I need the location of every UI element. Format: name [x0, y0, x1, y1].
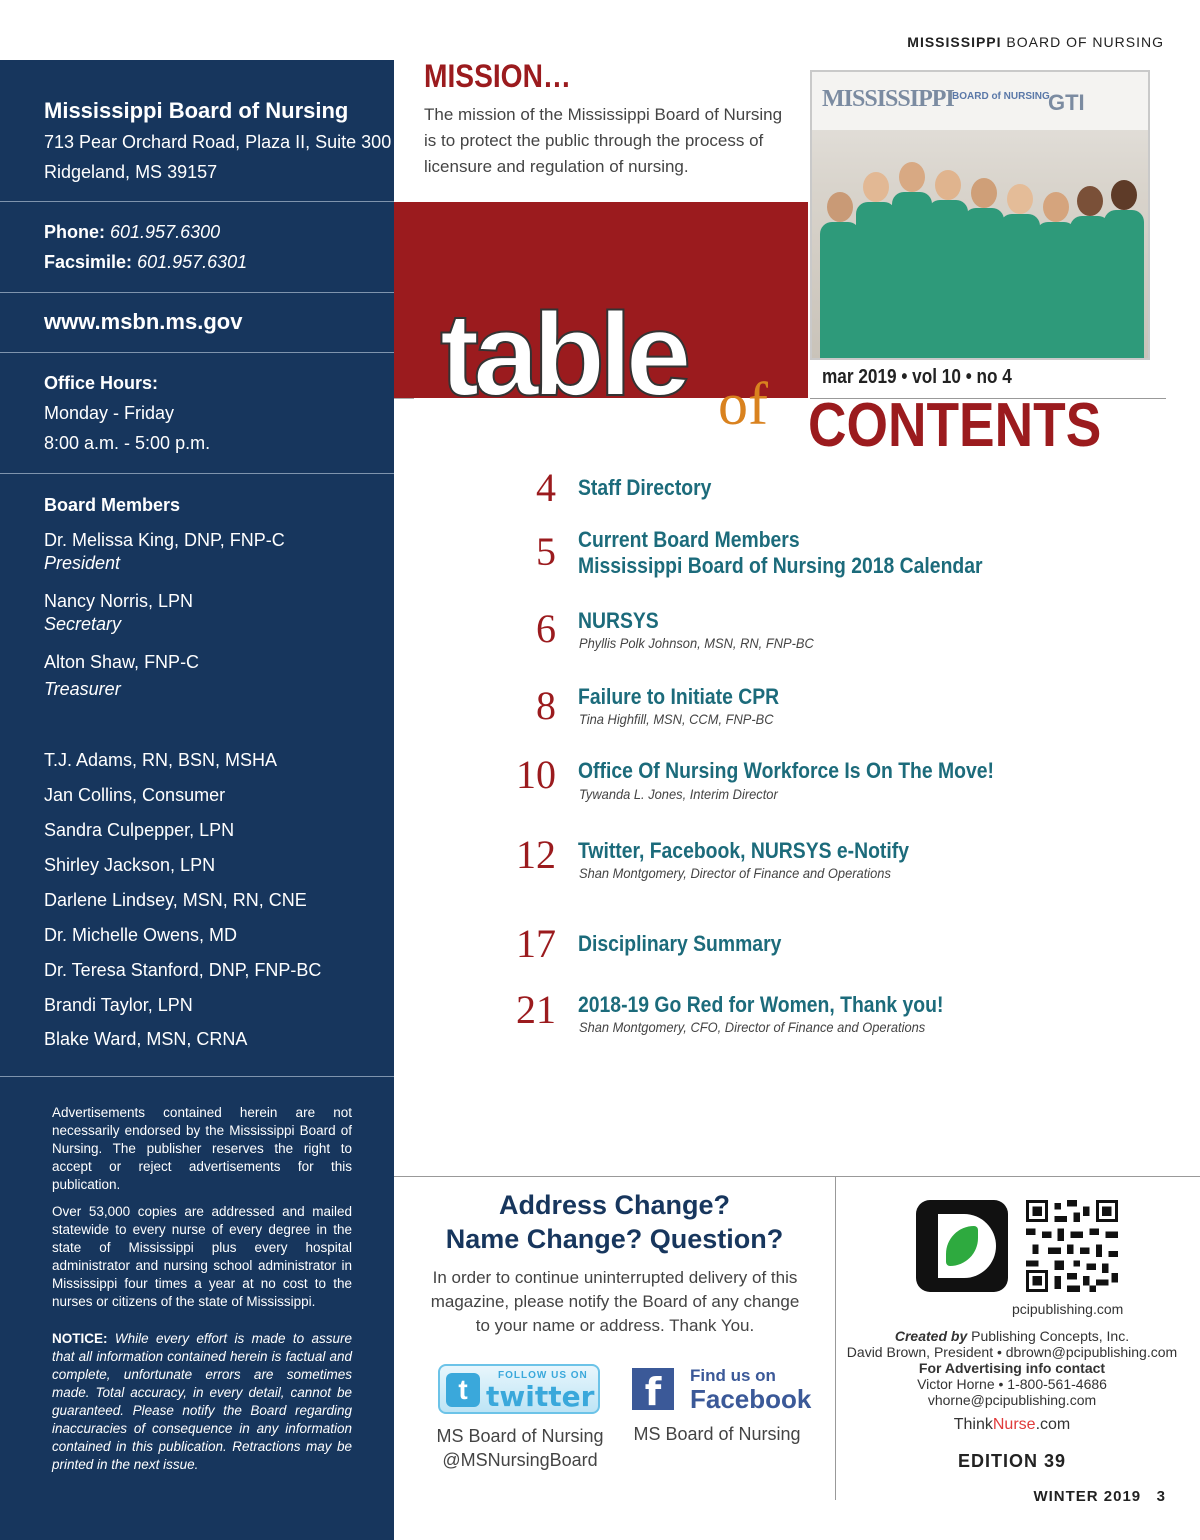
sidebar-divider: [0, 352, 394, 353]
facebook-account-name: MS Board of Nursing: [633, 1424, 801, 1444]
of-title: of: [718, 371, 768, 437]
facebook-find-label: Find us on: [690, 1366, 776, 1385]
pci-website[interactable]: pcipublishing.com: [1012, 1301, 1124, 1317]
address-line-1: 713 Pear Orchard Road, Plaza II, Suite 300: [44, 132, 392, 152]
running-header: [907, 34, 1164, 50]
toc-page-number: 4: [536, 465, 556, 510]
toc-entry-title[interactable]: Failure to Initiate CPR: [578, 684, 780, 709]
edition-label: EDITION 39: [957, 1451, 1067, 1471]
president-line: David Brown, President • dbrown@pcipublishing.com: [846, 1344, 1178, 1360]
bottom-divider: [394, 1176, 1200, 1177]
publisher-name: Publishing Concepts, Inc.: [967, 1328, 1130, 1344]
fax-line: [44, 252, 247, 273]
circulation-statement: Over 53,000 copies are addressed and mailed statewide to every nurse of every degree in the state of Mississippi plus every hospital administrator and nursing school administrator in Mississippi four times a year at no cost to the nurses or citizens of the state of Mississippi.: [52, 1204, 352, 1309]
fax-number: 601.957.6301: [137, 252, 248, 272]
publisher-credits: [842, 1328, 1182, 1408]
board-member: Shirley Jackson, LPN: [44, 855, 216, 875]
twitter-icon: t: [446, 1373, 480, 1407]
address-change-heading: Address Change?: [498, 1190, 731, 1220]
toc-page-number: 5: [536, 529, 556, 574]
person-figure: [1104, 210, 1144, 358]
advertising-contact: Victor Horne • 1-800-561-4686: [917, 1376, 1107, 1392]
contents-title: CONTENTS: [808, 391, 1102, 460]
org-name: Mississippi Board of Nursing: [44, 98, 349, 123]
facebook-icon[interactable]: f: [632, 1368, 674, 1410]
board-member: Brandi Taylor, LPN: [44, 995, 193, 1015]
issue-info: mar 2019 • vol 10 • no 4: [822, 366, 1012, 388]
msbn-logo-sub: BOARD of NURSING: [952, 91, 1050, 102]
toc-entry-title[interactable]: 2018-19 Go Red for Women, Thank you!: [578, 992, 944, 1017]
toc-entry-title[interactable]: NURSYS: [578, 608, 659, 633]
toc-entry-author: Shan Montgomery, Director of Finance and Operations: [579, 865, 891, 881]
office-hours-days: Monday - Friday: [44, 403, 175, 423]
think-text: Think: [953, 1416, 993, 1433]
officer-name: Nancy Norris, LPN: [44, 591, 194, 611]
fax-label: Facsimile:: [44, 252, 133, 272]
toc-entry-title[interactable]: Disciplinary Summary: [578, 931, 782, 956]
footer-issue: WINTER 2019: [1033, 1488, 1142, 1505]
advertising-heading: For Advertising info contact: [918, 1360, 1106, 1376]
staff-photo: [812, 72, 1148, 358]
board-member: Dr. Teresa Stanford, DNP, FNP-BC: [44, 960, 322, 980]
person-figure: [928, 200, 968, 358]
mission-body: The mission of the Mississippi Board of Nursing is to protect the public through the process of licensure and regulation of nursing.: [424, 105, 783, 176]
office-hours-heading: Office Hours:: [44, 373, 159, 393]
person-head: [1077, 186, 1103, 216]
vertical-divider: [835, 1176, 836, 1500]
address-change-body: In order to continue uninterrupted delivery of this magazine, please notify the Board of any change to your name or address. Thank You.: [430, 1268, 800, 1335]
board-member: Jan Collins, Consumer: [44, 785, 226, 805]
gti-logo: GTI: [1048, 90, 1085, 115]
board-members-heading: Board Members: [44, 495, 181, 515]
header-rest: BOARD OF NURSING: [1006, 34, 1164, 50]
sidebar-divider: [0, 1076, 394, 1077]
officer-entry: [44, 530, 285, 574]
website-link[interactable]: www.msbn.ms.gov: [44, 309, 243, 334]
officer-name: Dr. Melissa King, DNP, FNP-C: [44, 530, 285, 550]
toc-entry-author: Phyllis Polk Johnson, MSN, RN, FNP-BC: [579, 635, 814, 651]
toc-page-number: 12: [516, 832, 556, 877]
person-head: [1007, 184, 1033, 214]
officer-role: Secretary: [44, 614, 122, 634]
toc-entry-title[interactable]: Twitter, Facebook, NURSYS e-Notify: [578, 838, 909, 863]
board-member: Dr. Michelle Owens, MD: [44, 925, 238, 945]
created-by-line: [842, 1328, 1182, 1344]
thinknurse-link[interactable]: [842, 1416, 1182, 1434]
person-figure: [820, 222, 860, 358]
sidebar-divider: [0, 292, 394, 293]
sidebar-divider: [0, 473, 394, 474]
person-figure: [856, 202, 896, 358]
person-figure: [892, 192, 932, 358]
notice-statement: [52, 1330, 352, 1474]
toc-entry-title[interactable]: Current Board Members: [578, 527, 800, 552]
address-line-2: Ridgeland, MS 39157: [44, 162, 218, 182]
mission-title: MISSION…: [424, 58, 572, 94]
photo-sign: [812, 72, 1148, 130]
header-strong: MISSISSIPPI: [907, 34, 1002, 50]
toc-entry-title[interactable]: Staff Directory: [578, 475, 712, 500]
notice-label: NOTICE:: [52, 1331, 108, 1346]
toc-page-number: 6: [536, 606, 556, 651]
officer-entry: [44, 652, 199, 700]
sidebar-divider: [0, 201, 394, 202]
officer-entry: [44, 591, 193, 635]
person-head: [1043, 192, 1069, 222]
footer-page-number: 3: [1156, 1488, 1166, 1505]
board-member: Sandra Culpepper, LPN: [44, 820, 235, 840]
toc-page-number: 10: [516, 752, 556, 797]
officer-role: Treasurer: [44, 679, 121, 699]
person-figure: [1000, 214, 1040, 358]
toc-entry-author: Tina Highfill, MSN, CCM, FNP-BC: [579, 711, 774, 727]
person-head: [863, 172, 889, 202]
page-footer: [1033, 1488, 1166, 1505]
toc-page-number: 8: [536, 683, 556, 728]
officer-role: President: [44, 553, 121, 573]
advertising-email[interactable]: vhorne@pcipublishing.com: [927, 1392, 1097, 1408]
twitter-account: [424, 1424, 616, 1472]
toc-entry-author: Tywanda L. Jones, Interim Director: [579, 786, 778, 802]
name-change-heading: Name Change? Question?: [445, 1224, 784, 1254]
twitter-follow-button[interactable]: [438, 1364, 600, 1414]
pci-logo-icon: [916, 1200, 1008, 1292]
notice-body: While every effort is made to assure that all information contained herein is factual and complete, unfortunate errors are sometimes made. Total accuracy, in every detail, cannot be guaranteed. Please notify the Board regarding inaccuracies of consequence in any information contained in this publication. Retractions may be printed in the next issue.: [52, 1331, 352, 1472]
board-member: Darlene Lindsey, MSN, RN, CNE: [44, 890, 307, 910]
advertising-disclaimer: Advertisements contained herein are not necessarily endorsed by the Mississippi Board of Nursing. The publisher reserves the right to accept or reject advertisements for this publication.: [52, 1105, 352, 1192]
person-head: [935, 170, 961, 200]
twitter-account-name: MS Board of Nursing: [436, 1426, 604, 1446]
toc-entry-title[interactable]: Office Of Nursing Workforce Is On The Move!: [578, 758, 994, 783]
phone-label: Phone:: [44, 222, 105, 242]
person-head: [899, 162, 925, 192]
created-by-label: Created by: [894, 1328, 968, 1344]
toc-page-number: 21: [516, 987, 556, 1032]
officer-name: Alton Shaw, FNP-C: [44, 652, 200, 672]
phone-number: 601.957.6300: [110, 222, 221, 242]
table-title: table: [440, 289, 686, 421]
toc-entry-title-line2[interactable]: Mississippi Board of Nursing 2018 Calendar: [578, 553, 983, 578]
sidebar: [0, 60, 394, 1540]
twitter-handle[interactable]: @MSNursingBoard: [442, 1450, 598, 1470]
facebook-wordmark[interactable]: Facebook: [690, 1384, 812, 1414]
masthead-rule: [394, 398, 414, 399]
board-member: Blake Ward, MSN, CRNA: [44, 1029, 248, 1049]
nurse-text: Nurse: [992, 1416, 1036, 1433]
person-head: [827, 192, 853, 222]
board-member: T.J. Adams, RN, BSN, MSHA: [44, 750, 278, 770]
person-figure: [964, 208, 1004, 358]
twitter-wordmark: twitter: [486, 1380, 595, 1413]
msbn-logo: MISSISSIPPI: [822, 86, 954, 112]
person-head: [971, 178, 997, 208]
twitter-follow-label: FOLLOW US ON: [498, 1370, 588, 1381]
dotcom-text: .com: [1035, 1416, 1071, 1433]
office-hours-time: 8:00 a.m. - 5:00 p.m.: [44, 433, 211, 453]
qr-code-icon[interactable]: [1026, 1200, 1118, 1292]
phone-line: [44, 222, 220, 243]
toc-page-number: 17: [516, 921, 556, 966]
toc-entry-author: Shan Montgomery, CFO, Director of Finance and Operations: [579, 1019, 926, 1035]
person-head: [1111, 180, 1137, 210]
